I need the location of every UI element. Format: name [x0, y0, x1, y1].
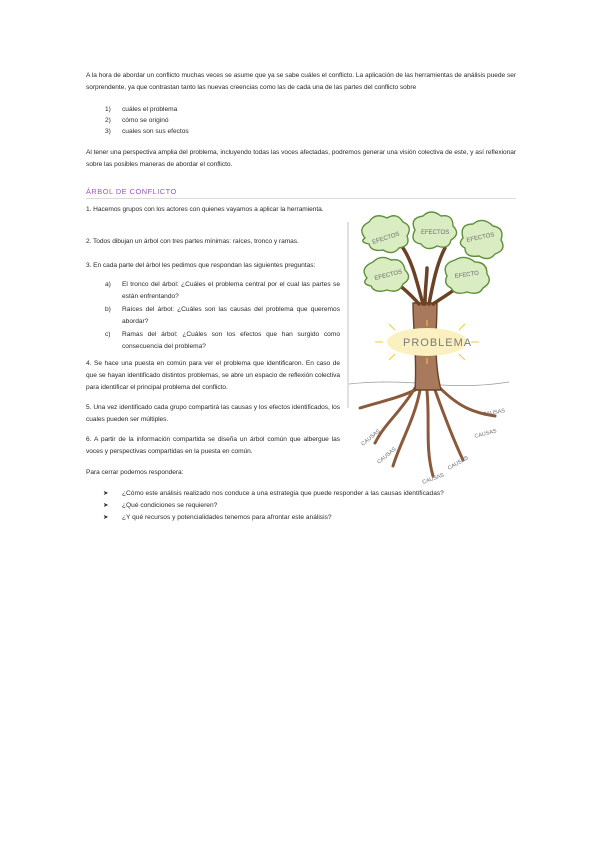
- step-3: 3. En cada parte del árbol les pedimos que respondan las siguientes preguntas:: [86, 262, 316, 269]
- list-item: ➤ ¿Cómo este análisis realizado nos conduce a una estrategia que puede responder a las causas identificadas?: [103, 488, 444, 500]
- list-item: a) El tronco del árbol: ¿Cuáles el problema central por el cual las partes se están enfrentando?: [105, 281, 340, 300]
- step-2: 2. Todos dibujan un árbol con tres partes mínimas: raíces, tronco y ramas.: [86, 238, 299, 245]
- causes-label: CAUSAS: [473, 428, 498, 440]
- intro-paragraph: A la hora de abordar un conflicto muchas veces se asume que ya se sabe cuáles el conflicto. La aplicación de las herramientas de análisis puede ser sorprendente, ya que contrastan tanto las nuevas creencias como las de cada una de las partes del conflicto sobre: [86, 72, 516, 91]
- closing-intro: Para cerrar podemos respondera:: [86, 469, 184, 476]
- section-divider: [86, 198, 516, 199]
- step-5: 5. Una vez identificado cada grupo compartirá las causas y los efectos identificados, los cuales pueden ser múltiples.: [86, 404, 340, 423]
- intro-numbered-list: [105, 104, 189, 137]
- effects-label: EFECTOS: [466, 232, 496, 244]
- list-item: 1) cuáles el problema: [105, 106, 178, 113]
- conflict-tree-illustration: [345, 208, 513, 486]
- arrow-bullet-icon: ➤: [103, 502, 109, 509]
- closing-questions: [103, 488, 444, 524]
- list-item: ➤ ¿Qué condiciones se requieren?: [103, 500, 444, 512]
- step-1: 1. Hacemos grupos con los actores con quienes vayamos a aplicar la herramienta.: [86, 206, 324, 213]
- causes-label: CAUSAS: [447, 455, 470, 472]
- list-item: 3) cuales son sus efectos: [105, 128, 189, 135]
- perspective-paragraph: Al tener una perspectiva amplia del problema, incluyendo todas las voces afectadas, podremos generar una visión colectiva de este, y así reflexionar sobre las posibles maneras de abordar el conflicto.: [86, 149, 516, 168]
- arrow-bullet-icon: ➤: [103, 490, 109, 497]
- causes-label: CAUSAS: [360, 428, 382, 448]
- effects-label: EFECTOS: [371, 231, 401, 246]
- problem-label: PROBLEMA: [403, 337, 473, 349]
- list-item: ➤ ¿Y qué recursos y potencialidades tenemos para afrontar este análisis?: [103, 512, 444, 524]
- causes-label: CAUSAS: [421, 472, 445, 486]
- list-item: 2) cómo se originó: [105, 117, 169, 124]
- effects-label: EFECTOS: [374, 269, 403, 282]
- causes-label: CAUSAS: [376, 446, 398, 466]
- section-title: ÁRBOL DE CONFLICTO: [86, 187, 177, 196]
- effects-label: EFECTO: [454, 270, 480, 280]
- step-6: 6. A partir de la información compartida se diseña un árbol común que albergue las voces y perspectivas compartidas en la puesta en común.: [86, 436, 340, 455]
- causes-label: CAUSAS: [482, 408, 506, 418]
- effects-label: EFECTOS: [421, 230, 450, 236]
- step-4: 4. Se hace una puesta en común para ver el problema que identificaron. En caso de que se hayan identificado distintos problemas, se abre un espacio de reflexión colectiva para identificar el principal problema del conflicto.: [86, 360, 340, 391]
- list-item: b) Raíces del árbol: ¿Cuáles son las causas del problema que queremos abordar?: [105, 306, 340, 325]
- list-item: c) Ramas del árbol: ¿Cuáles son los efectos que han surgido como consecuencia del problema?: [105, 331, 340, 350]
- step-3-sublist: [105, 279, 340, 354]
- arrow-bullet-icon: ➤: [103, 514, 109, 521]
